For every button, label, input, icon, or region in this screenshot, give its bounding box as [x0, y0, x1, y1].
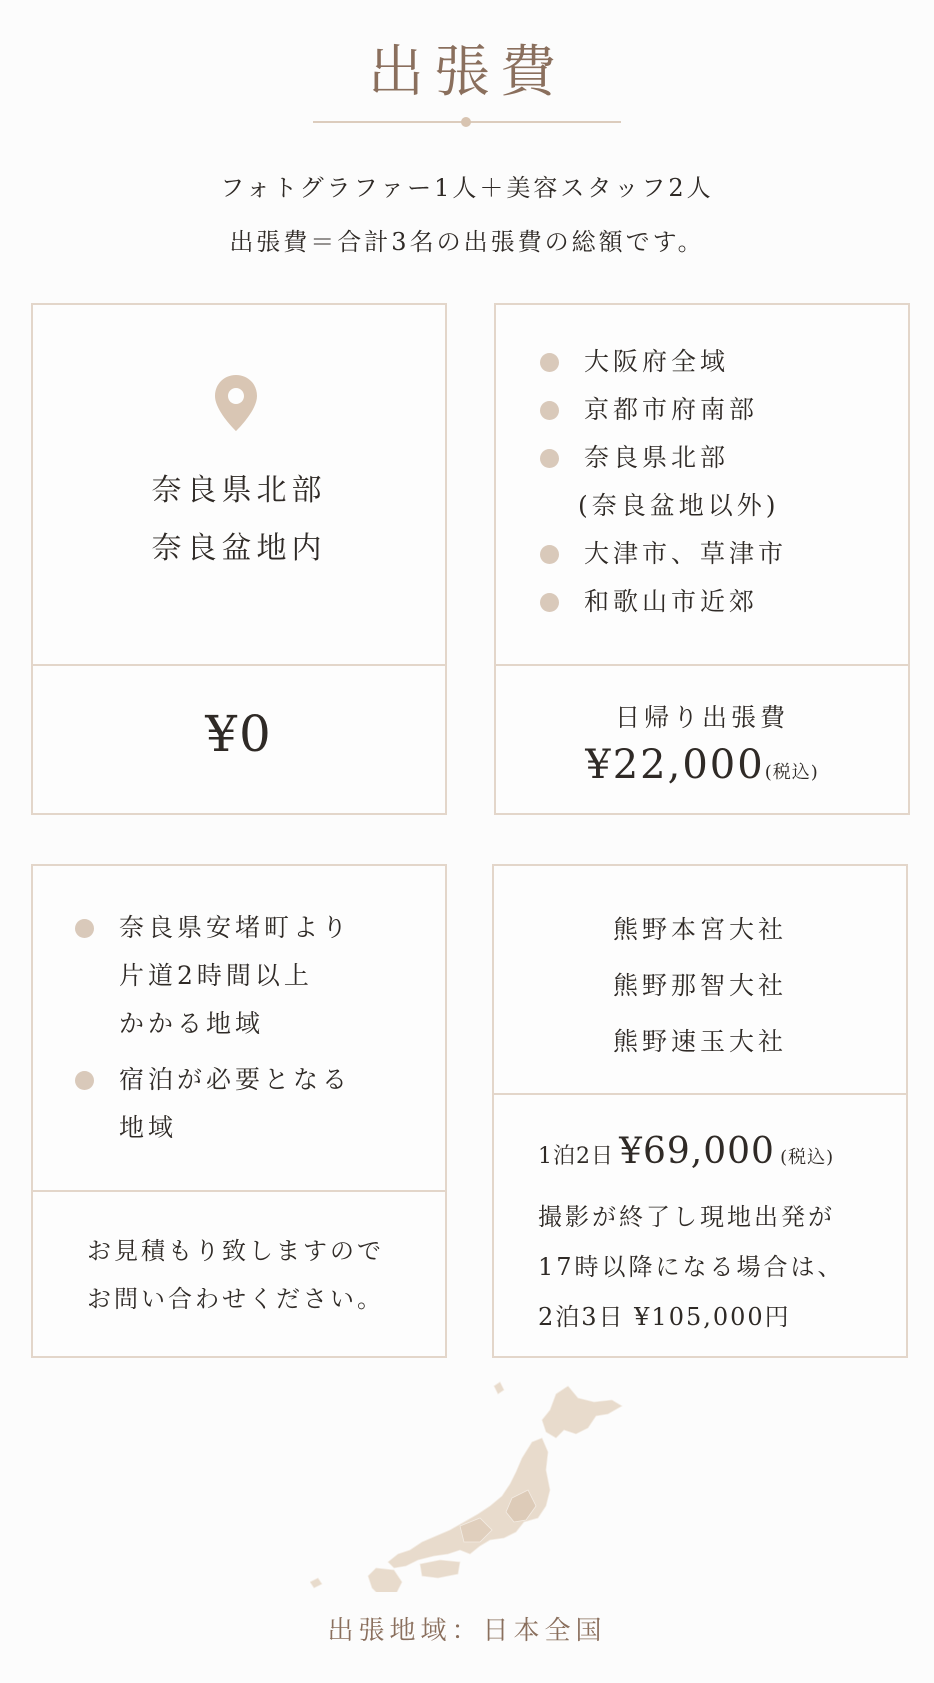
map-pin-icon [213, 373, 259, 433]
quote-note-line-2: お問い合わせください。 [87, 1285, 384, 1313]
list-item-continued: 地域 [119, 1113, 178, 1142]
bullet-dot [540, 353, 559, 372]
bullet-dot [75, 919, 94, 938]
card-divider [33, 664, 445, 666]
intro-text [0, 161, 934, 269]
shrine-list [494, 902, 906, 1070]
plan-label: 1泊2日 [538, 1144, 614, 1169]
list-item: 奈良県北部 [540, 434, 787, 482]
service-area-caption: 出張地域：日本全国 [327, 1616, 607, 1646]
list-item: 宿泊が必要となる [75, 1056, 351, 1104]
card-kumano [492, 864, 908, 1358]
list-item: 和歌山市近郊 [540, 578, 787, 626]
tax-note: (税込) [764, 762, 819, 783]
card-quote [31, 864, 447, 1358]
tax-note: (税込) [780, 1147, 835, 1168]
note-line-1: 撮影が終了し現地出発が [538, 1203, 835, 1231]
extended-stay-note [538, 1192, 845, 1342]
card-divider [496, 664, 908, 666]
quote-note-line-1: お見積もり致しますので [87, 1237, 384, 1265]
card-day-trip [494, 303, 910, 815]
overnight-price [538, 1131, 834, 1172]
area-name-line-2: 奈良盆地内 [151, 531, 327, 566]
bullet-dot [540, 545, 559, 564]
quote-note [87, 1227, 384, 1323]
list-item: 大津市、草津市 [540, 530, 787, 578]
card-nara-basin [31, 303, 447, 815]
list-item: 奈良県安堵町より [75, 904, 351, 952]
japan-map-image [310, 1372, 630, 1592]
bullet-dot [540, 401, 559, 420]
area-list [540, 338, 787, 626]
shrine-name: 熊野本宮大社 [612, 915, 787, 944]
card-divider [494, 1093, 906, 1095]
condition-list [75, 904, 351, 1152]
intro-line-2: 出張費＝合計3名の出張費の総額です。 [229, 228, 705, 256]
price-free: ¥0 [205, 705, 273, 763]
fee-label: 日帰り出張費 [614, 703, 789, 732]
bullet-dot [540, 593, 559, 612]
card-divider [33, 1190, 445, 1192]
list-item: 京都市府南部 [540, 386, 787, 434]
price-day-trip [496, 742, 908, 788]
page-title: 出張費 [368, 40, 566, 105]
shrine-name: 熊野速玉大社 [612, 1027, 787, 1056]
bullet-dot [540, 449, 559, 468]
note-line-2: 17時以降になる場合は、 [538, 1253, 845, 1281]
list-item: 大阪府全域 [540, 338, 787, 386]
shrine-name: 熊野那智大社 [612, 971, 787, 1000]
list-item-continued: 片道2時間以上 [119, 961, 313, 990]
price-value: ¥69,000 [619, 1131, 775, 1172]
price-value: ¥22,000 [585, 742, 765, 788]
title-divider-dot [461, 117, 471, 127]
note-line-3: 2泊3日 ¥105,000円 [538, 1303, 791, 1331]
intro-line-1: フォトグラファー1人＋美容スタッフ2人 [220, 174, 714, 202]
list-item-continued: (奈良盆地以外) [578, 491, 780, 520]
list-item-continued: かかる地域 [119, 1009, 265, 1038]
area-name-line-1: 奈良県北部 [151, 473, 327, 508]
bullet-dot [75, 1071, 94, 1090]
